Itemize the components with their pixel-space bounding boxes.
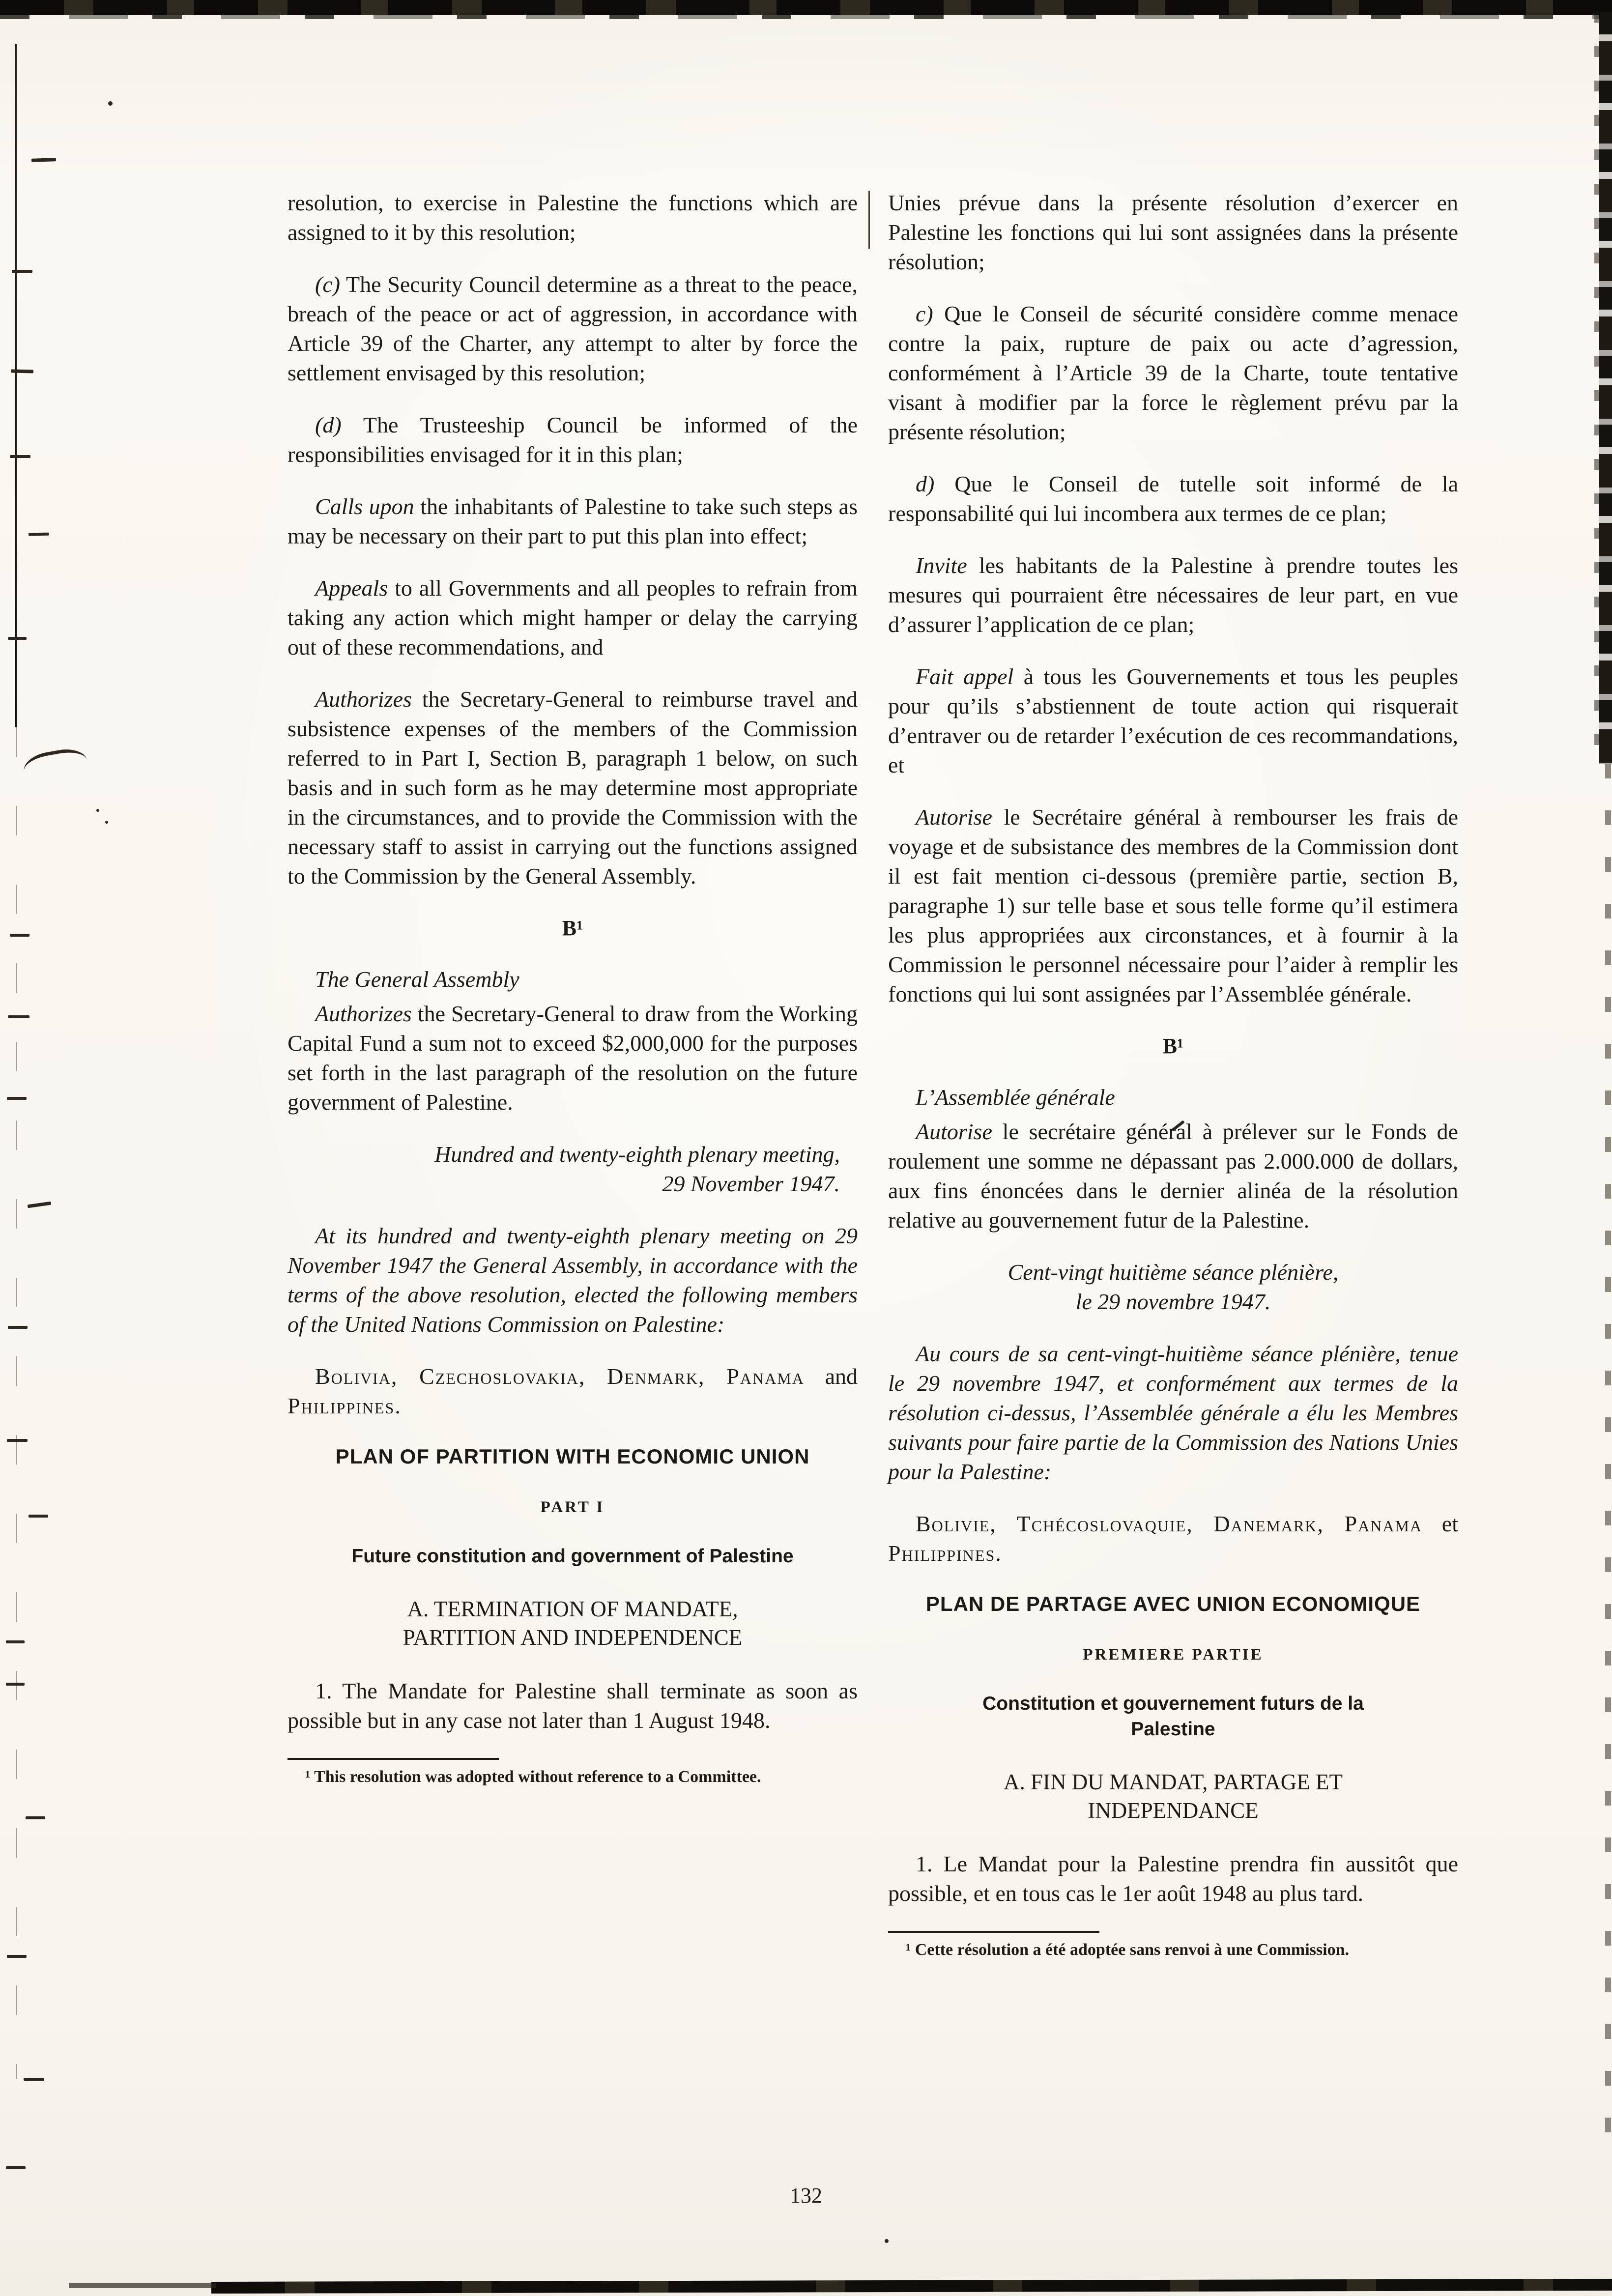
scan-mark [11,369,33,373]
text-run: PLAN OF PARTITION WITH ECONOMIC UNION [335,1445,810,1468]
text-run: the Secretary-General to draw from the Working Capital Fund a sum not to exceed $2,000,000 for the purposes set forth in the last paragraph of the resolution on the future government of Palestine. [288,1001,858,1115]
text-run: (c) [315,272,341,297]
text-run: B¹ [562,916,583,940]
scan-speck [885,2239,889,2243]
text-run: Bolivie, Tchécoslovaquie, Danemark, Panama [916,1511,1423,1536]
scan-speck [96,809,99,812]
text-run: 1. Le Mandat pour la Palestine prendra fin aussitôt que possible, et en tous cas le 1er août 1948 au plus tard. [888,1851,1458,1906]
paragraph-members [288,1362,858,1421]
scan-mark [6,1640,25,1643]
text-run: Philippines. [288,1393,402,1418]
scan-mark [8,637,27,640]
paragraph-mandat [888,1849,1458,1908]
text-run: At its hundred and twenty-eighth plenary meeting on 29 November 1947 the General Assembly, in accordance with the terms of the above resolution, elected the following members of the United Nations Commission on Palestine: [288,1223,858,1337]
paragraph-authorizes-fund [288,999,858,1117]
scan-edge-right-lower [1605,764,1611,2159]
scan-edge-bottom-left [69,2283,216,2288]
section-b-mark [888,1032,1458,1061]
footnote [288,1758,858,1788]
scan-mark-curve [22,746,89,786]
text-run: (d) [315,412,342,437]
text-line: A. FIN DU MANDAT, PARTAGE ET [1004,1770,1343,1794]
column-english [288,188,858,1983]
text-run: PREMIERE PARTIE [1083,1646,1264,1664]
section-b-mark [288,914,858,943]
text-run: d) [916,471,935,496]
plan-title [888,1591,1458,1617]
text-run: resolution, to exercise in Palestine the functions which are assigned to it by this resolution; [288,190,858,245]
scan-mark [29,1515,48,1518]
text-run: c) [916,301,933,326]
text-run: le secrétaire général à prélever sur le Fonds de roulement une somme ne dépassant pas 2.000.000 de dollars, aux fins énoncées dans le dernier alinéa de la résolution relative au gouvernement futur de la Palestine. [888,1119,1458,1233]
text-run: Fait appel [916,664,1014,689]
plenary-meeting-note [888,1258,1458,1317]
paragraph-election [288,1221,858,1339]
text-line: 29 November 1947. [662,1171,840,1196]
scan-edge-right [1599,12,1612,764]
page-number: 132 [790,2183,822,2208]
scan-left-rule [15,44,17,727]
text-run: and [804,1364,858,1389]
part-heading [288,1492,858,1522]
text-run: Authorizes [315,687,412,712]
scan-left-rule-lower [16,727,17,2079]
document-body [288,188,1458,1983]
text-run: Invite [916,553,967,578]
paragraph-members [888,1509,1458,1568]
text-run: the inhabitants of Palestine to take such steps as may be necessary on their part to put this plan into effect; [288,494,858,548]
paragraph-authorizes-expenses [288,685,858,891]
text-run: L’Assemblée générale [916,1085,1115,1110]
scan-mark [8,1326,28,1329]
text-run: Calls upon [315,494,414,519]
text-line: Cent-vingt huitième séance plénière, [1008,1260,1339,1285]
text-run: 1. The Mandate for Palestine shall terminate as soon as possible but in any case not later than 1 August 1948. [288,1678,858,1733]
text-line: Hundred and twenty-eighth plenary meeting, [434,1142,840,1167]
scan-mark [6,1683,25,1686]
text-run: le Secrétaire général à rembourser les frais de voyage et de subsistance des membres de la Commission dont il est fait mention ci-dessous (première partie, section B, paragraphe 1) sur telle base et sous telle forme qu’il estimera les plus appropriées aux circonstances, et à fournir à la Commission le personnel nécessaire pour l’aider à remplir les fonctions qui lui sont assignées par l’Assemblée générale. [888,804,1458,1006]
text-run: Autorise [916,1119,992,1144]
part-subtitle [288,1544,858,1569]
paragraph-mandate [288,1676,858,1735]
scan-mark [26,1816,45,1819]
text-run: PLAN DE PARTAGE AVEC UNION ECONOMIQUE [925,1592,1421,1615]
paragraph-fait-appel [888,662,1458,780]
text-run: The Security Council determine as a threat to the peace, breach of the peace or act of aggression, in accordance with Article 39 of the Charter, any attempt to alter by force the settlement envisaged by this resolution; [288,272,858,385]
the-general-assembly [288,965,858,994]
paragraph-d [288,410,858,469]
text-run: les habitants de la Palestine à prendre toutes les mesures qui pourraient être nécessaires de leur part, en vue d’assurer l’application de ce plan; [888,553,1458,637]
text-run: Au cours de sa cent-vingt-huitième séance plénière, tenue le 29 novembre 1947, et conformément aux termes de la résolution ci-dessus, l’Assemblée générale a élu les Membres suivants pour faire partie de la Commission des Nations Unies pour la Palestine: [888,1341,1458,1484]
scan-mark [8,1015,29,1018]
text-run: The General Assembly [315,967,519,992]
scan-mark [24,2078,44,2081]
text-run: the Secretary-General to reimburse travel and subsistence expenses of the members of the Commission referred to in Part I, Section B, paragraph 1 below, on such basis and in such form as he may determine most appropriate in the circumstances, and to provide the Commission with the necessary staff to assist in carrying out the functions assigned to the Commission by the General Assembly. [288,687,858,889]
text-line: le 29 novembre 1947. [1075,1289,1271,1314]
scan-mark [29,533,49,536]
text-run: Philippines. [888,1541,1002,1566]
text-line: PARTITION AND INDEPENDENCE [403,1625,743,1650]
scan-mark [28,1202,52,1208]
text-run: The Trusteeship Council be informed of the responsibilities envisaged for it in this plan; [288,412,858,467]
text-line: INDEPENDANCE [1088,1798,1259,1823]
scan-mark [7,1439,28,1442]
scan-mark [10,455,30,458]
text-line: A. TERMINATION OF MANDATE, [407,1597,738,1621]
text-run: Bolivia, Czechoslovakia, Denmark, Panama [315,1364,805,1389]
section-a-heading [288,1595,858,1652]
text-run: Future constitution and government of Palestine [351,1546,794,1567]
paragraph-d [888,469,1458,528]
scan-mark [10,934,29,937]
part-heading [888,1640,1458,1669]
text-run: PART I [540,1498,605,1516]
text-run: Appeals [315,575,388,601]
text-run: Que le Conseil de sécurité considère comme menace contre la paix, rupture de paix ou acte d’agression, conformément à l’Article 39 de la Charte, toute tentative visant à modifier par la force le règlement prévu par la présente résolution; [888,301,1458,444]
scan-mark [6,2166,26,2169]
paragraph-calls-upon [288,492,858,551]
text-run: ¹ Cette résolution a été adoptée sans renvoi à une Commission. [906,1941,1350,1959]
text-run: to all Governments and all peoples to refrain from taking any action which might hamper or delay the carrying out of these recommendations, and [288,575,858,660]
scan-speck [108,101,113,106]
plenary-meeting-note [288,1140,858,1199]
scan-speck [105,821,108,824]
text-run: à tous les Gouvernements et tous les peuples pour qu’ils s’abstiennent de toute action qui risquerait d’entraver ou de retarder l’exécution de ces recommandations, et [888,664,1458,777]
scan-edge-top [0,0,1612,15]
scan-mark [31,158,56,162]
scan-mark [12,270,32,273]
part-subtitle [888,1691,1458,1742]
scan-edge-bottom [211,2279,1612,2294]
assemblee-generale [888,1083,1458,1112]
paragraph-election [888,1339,1458,1487]
text-run: ¹ This resolution was adopted without reference to a Committee. [305,1768,761,1786]
text-run: B¹ [1162,1034,1184,1058]
text-line: Palestine [1131,1719,1215,1740]
plan-title [288,1443,858,1470]
text-line: Constitution et gouvernement futurs de la [982,1693,1364,1714]
scan-mark [7,1955,27,1958]
paragraph-autorise-fonds [888,1117,1458,1235]
column-french [888,188,1458,1983]
paragraph-continuation [288,188,858,247]
paragraph-invite [888,551,1458,639]
scan-mark [7,1097,27,1100]
paragraph-c [288,270,858,388]
paragraph-continuation [888,188,1458,277]
text-run: et [1422,1511,1458,1536]
footnote [888,1931,1458,1961]
text-run: Autorise [916,804,992,830]
text-run: Unies prévue dans la présente résolution d’exercer en Palestine les fonctions qui lui sont assignées dans la présente résolution; [888,190,1458,274]
paragraph-c [888,299,1458,447]
section-a-heading [888,1768,1458,1825]
paragraph-autorise-frais [888,803,1458,1009]
paragraph-appeals [288,574,858,662]
text-run: Que le Conseil de tutelle soit informé de la responsabilité qui lui incombera aux termes de ce plan; [888,471,1458,526]
text-run: Authorizes [315,1001,412,1026]
